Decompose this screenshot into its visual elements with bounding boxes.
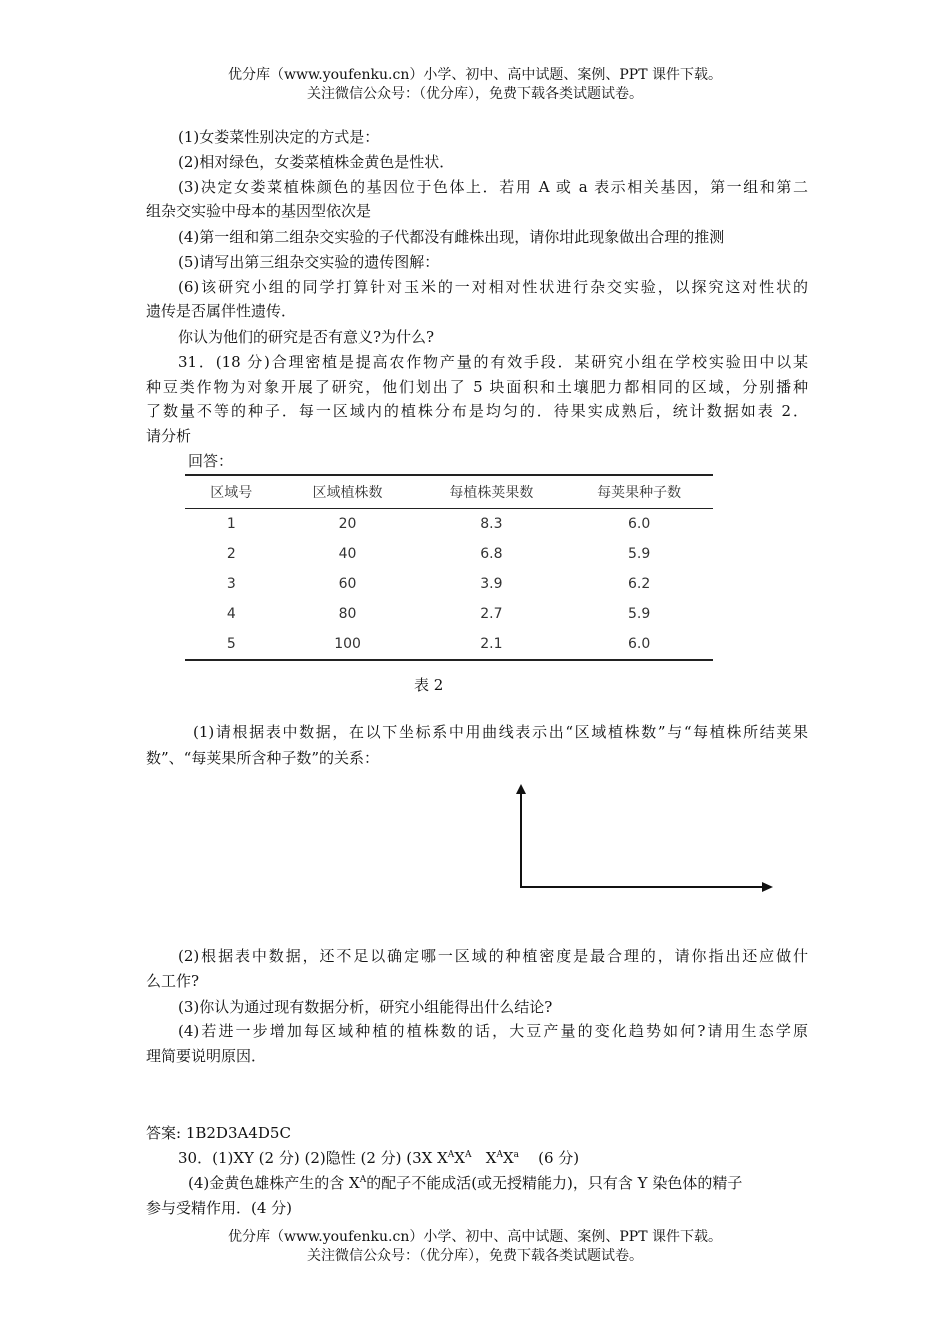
table-caption: 表 2 [414, 676, 444, 694]
q30-part-4: (4)第一组和第二组杂交实验的子代都没有雌株出现，请你坩此现象做出合理的推测 [178, 228, 725, 246]
table-row [185, 599, 713, 629]
table-header: 每荚果种子数 [565, 475, 713, 509]
table-cell: 5.9 [627, 606, 651, 622]
answer-30-text: X [454, 1149, 465, 1167]
q31-sub-4a: (4)若进一步增加每区域种植的植株数的话，大豆产量的变化趋势如何?请用生态学原 [178, 1022, 808, 1040]
answer-30-text: X [502, 1149, 514, 1167]
table-row [185, 509, 713, 540]
superscript: A [359, 1175, 367, 1185]
table-cell: 6.2 [627, 576, 651, 592]
table-cell: 6.0 [627, 516, 651, 532]
table-cell: 4 [226, 606, 236, 622]
answer-30-text: 的配子不能成活(或无授精能力)，只有含 Y 染色体的精子 [366, 1174, 743, 1192]
table-cell: 60 [338, 576, 357, 592]
q31-line-2: 种豆类作物为对象开展了研究，他们划出了 5 块面积和土壤肥力都相同的区域，分别播种 [146, 378, 808, 396]
table-cell: 100 [278, 629, 418, 660]
blank-coordinate-axes [508, 780, 778, 896]
table-cell: 1 [226, 516, 236, 532]
q31-sub-4b: 理简要说明原因． [146, 1047, 267, 1065]
data-table [185, 474, 713, 661]
table-header-row [185, 475, 713, 509]
superscript: A [447, 1150, 455, 1160]
table-cell: 3 [226, 576, 236, 592]
q31-sub-1a: (1)请根据表中数据，在以下坐标系中用曲线表示出“区域植株数”与“每植株所结荚果 [193, 723, 808, 741]
answer-30-line-2 [188, 1174, 808, 1193]
q31-sub-3: (3)你认为通过现有数据分析，研究小组能得出什么结论? [178, 998, 553, 1016]
q30-part-6a: (6)该研究小组的同学打算针对玉米的一对相对性状进行杂交实验，以探究这对性状的 [178, 278, 808, 296]
table-cell: 6.0 [565, 629, 713, 660]
table-row [185, 539, 713, 569]
table-cell: 20 [338, 516, 357, 532]
superscript: A [496, 1150, 503, 1160]
table-cell: 6.8 [480, 546, 503, 562]
q30-part-1: (1)女娄菜性别决定的方式是： [178, 128, 380, 146]
answer-30-text: (4)金黄色雄株产生的含 X [188, 1174, 360, 1192]
answer-30-text: (6 分) [533, 1149, 580, 1167]
table-row [185, 629, 713, 660]
footer-line-1: 优分库（www.youfenku.cn）小学、初中、高中试题、案例、PPT 课件下载。 [227, 1229, 722, 1245]
header-line-2: 关注微信公众号：（优分库），免费下载各类试题试卷。 [307, 86, 643, 102]
table-cell: 3.9 [480, 576, 503, 592]
q31-sub-2b: 么工作? [146, 972, 200, 990]
superscript: a [513, 1150, 520, 1160]
answer-30-text: 30．(1)XY (2 分) (2)隐性 (2 分) (3X X [178, 1149, 448, 1167]
table-cell: 2.7 [480, 606, 503, 622]
answer-30-text: X [481, 1149, 497, 1167]
q30-part-6b: 遗传是否属伴性遗传． [146, 302, 297, 320]
q31-line-3: 了数量不等的种子．每一区域内的植株分布是均匀的．待果实成熟后，统计数据如表 2． [146, 402, 808, 420]
answer-30-line-3: 参与受精作用．(4 分) [146, 1199, 293, 1217]
q31-sub-1b: 数”、“每荚果所含种子数”的关系： [146, 749, 380, 767]
q30-part-5: (5)请写出第三组杂交实验的遗传图解： [178, 253, 440, 271]
table-header: 每植株荚果数 [418, 475, 566, 509]
table-header: 区域号 [185, 475, 278, 509]
table-cell: 40 [338, 546, 357, 562]
table-cell: 8.3 [480, 516, 503, 532]
table-cell: 5 [185, 629, 278, 660]
q31-line-4: 请分析 [146, 427, 192, 445]
q31-sub-2a: (2)根据表中数据，还不足以确定哪一区域的种植密度是最合理的，请你指出还应做什 [178, 947, 808, 965]
q30-part-2: (2)相对绿色，女娄菜植株金黄色是性状． [178, 153, 455, 171]
answers-title: 答案: 1B2D3A4D5C [146, 1124, 291, 1142]
q30-part-7: 你认为他们的研究是否有意义?为什么? [178, 328, 435, 346]
q30-part-3b: 组杂交实验中母本的基因型依次是 [146, 202, 372, 220]
table-header: 区域植株数 [278, 475, 418, 509]
table-cell: 80 [338, 606, 357, 622]
table-row [185, 569, 713, 599]
table-cell: 5.9 [627, 546, 651, 562]
table-cell: 2.1 [418, 629, 566, 660]
q31-line-1: 31．(18 分)合理密植是提高农作物产量的有效手段．某研究小组在学校实验田中以某 [178, 353, 808, 371]
superscript: A [464, 1150, 472, 1160]
q31-line-5: 回答： [188, 452, 234, 470]
table-cell: 2 [226, 546, 236, 562]
answer-30-line-1 [178, 1149, 840, 1168]
q30-part-3a: (3)决定女娄菜植株颜色的基因位于色体上．若用 A 或 a 表示相关基因，第一组和第二 [178, 178, 808, 196]
footer-line-2: 关注微信公众号：（优分库），免费下载各类试题试卷。 [307, 1248, 643, 1264]
header-line-1: 优分库（www.youfenku.cn）小学、初中、高中试题、案例、PPT 课件下载。 [227, 67, 722, 83]
